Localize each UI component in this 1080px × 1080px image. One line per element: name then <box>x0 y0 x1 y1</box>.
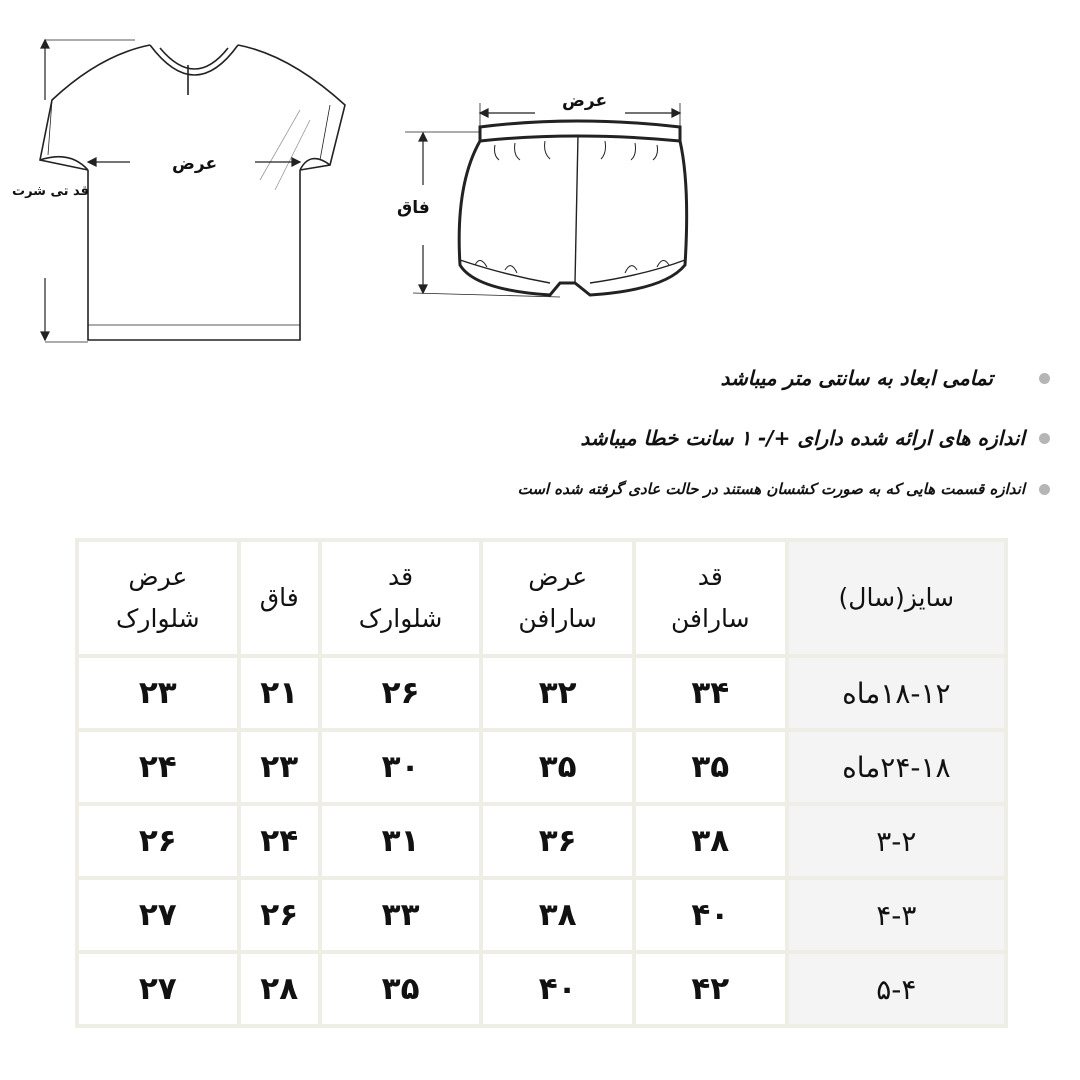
table-cell: ۲۳ <box>77 656 239 730</box>
header-dress-length: قد سارافن <box>634 540 787 656</box>
table-cell: ۳۳ <box>320 878 482 952</box>
table-cell: ۴۰ <box>634 878 787 952</box>
table-row <box>77 804 1006 878</box>
shorts-drawing-icon <box>395 85 705 315</box>
bullet-icon <box>1039 373 1050 384</box>
header-shorts-length: قد شلوارک <box>320 540 482 656</box>
note-text: اندازه قسمت هایی که به صورت کشسان هستند در حالت عادی گرفته شده است <box>517 480 1025 498</box>
table-cell: ۲۳ <box>239 730 320 804</box>
tshirt-diagram <box>0 20 360 350</box>
note-item <box>580 426 1050 450</box>
table-cell: ۳۱ <box>320 804 482 878</box>
table-row <box>77 730 1006 804</box>
table-header-row <box>77 540 1006 656</box>
table-cell: ۳۰ <box>320 730 482 804</box>
table-cell: ۲۴ <box>77 730 239 804</box>
table-cell: ۳۵ <box>481 730 634 804</box>
table-cell: ۳۵ <box>634 730 787 804</box>
header-rise: فاق <box>239 540 320 656</box>
table-cell: ۴۰ <box>481 952 634 1026</box>
table-cell: ۳۸ <box>634 804 787 878</box>
tshirt-width-label: عرض <box>172 154 218 174</box>
table-cell: ۳۸ <box>481 878 634 952</box>
size-cell: ۲۴-۱۸ماه <box>787 730 1006 804</box>
table-cell: ۲۷ <box>77 952 239 1026</box>
shorts-width-label: عرض <box>562 91 608 111</box>
header-size: سایز(سال) <box>787 540 1006 656</box>
size-cell: ۳-۲ <box>787 804 1006 878</box>
size-table <box>75 538 1008 1028</box>
bullet-icon <box>1039 433 1050 444</box>
table-cell: ۲۶ <box>77 804 239 878</box>
size-cell: ۵-۴ <box>787 952 1006 1026</box>
table-cell: ۳۵ <box>320 952 482 1026</box>
table-cell: ۲۶ <box>320 656 482 730</box>
table-row <box>77 656 1006 730</box>
size-cell: ۴-۳ <box>787 878 1006 952</box>
shorts-diagram <box>395 85 705 315</box>
table-row <box>77 878 1006 952</box>
table-cell: ۲۸ <box>239 952 320 1026</box>
table-cell: ۲۶ <box>239 878 320 952</box>
table-cell: ۳۶ <box>481 804 634 878</box>
table-cell: ۲۷ <box>77 878 239 952</box>
shorts-rise-label: فاق <box>397 198 430 218</box>
tshirt-length-label: قد تی شرت <box>12 184 90 199</box>
header-dress-width: عرض سارافن <box>481 540 634 656</box>
table-cell: ۲۱ <box>239 656 320 730</box>
bullet-icon <box>1039 484 1050 495</box>
header-shorts-width: عرض شلوارک <box>77 540 239 656</box>
table-cell: ۳۲ <box>481 656 634 730</box>
table-cell: ۴۲ <box>634 952 787 1026</box>
table-cell: ۲۴ <box>239 804 320 878</box>
note-text: تمامی ابعاد به سانتی متر میباشد <box>720 366 993 390</box>
note-text: اندازه های ارائه شده دارای +/- ۱ سانت خطا میباشد <box>580 426 1025 450</box>
table-row <box>77 952 1006 1026</box>
note-item <box>720 366 1050 390</box>
note-item <box>518 480 1050 498</box>
table-cell: ۳۴ <box>634 656 787 730</box>
size-cell: ۱۸-۱۲ماه <box>787 656 1006 730</box>
